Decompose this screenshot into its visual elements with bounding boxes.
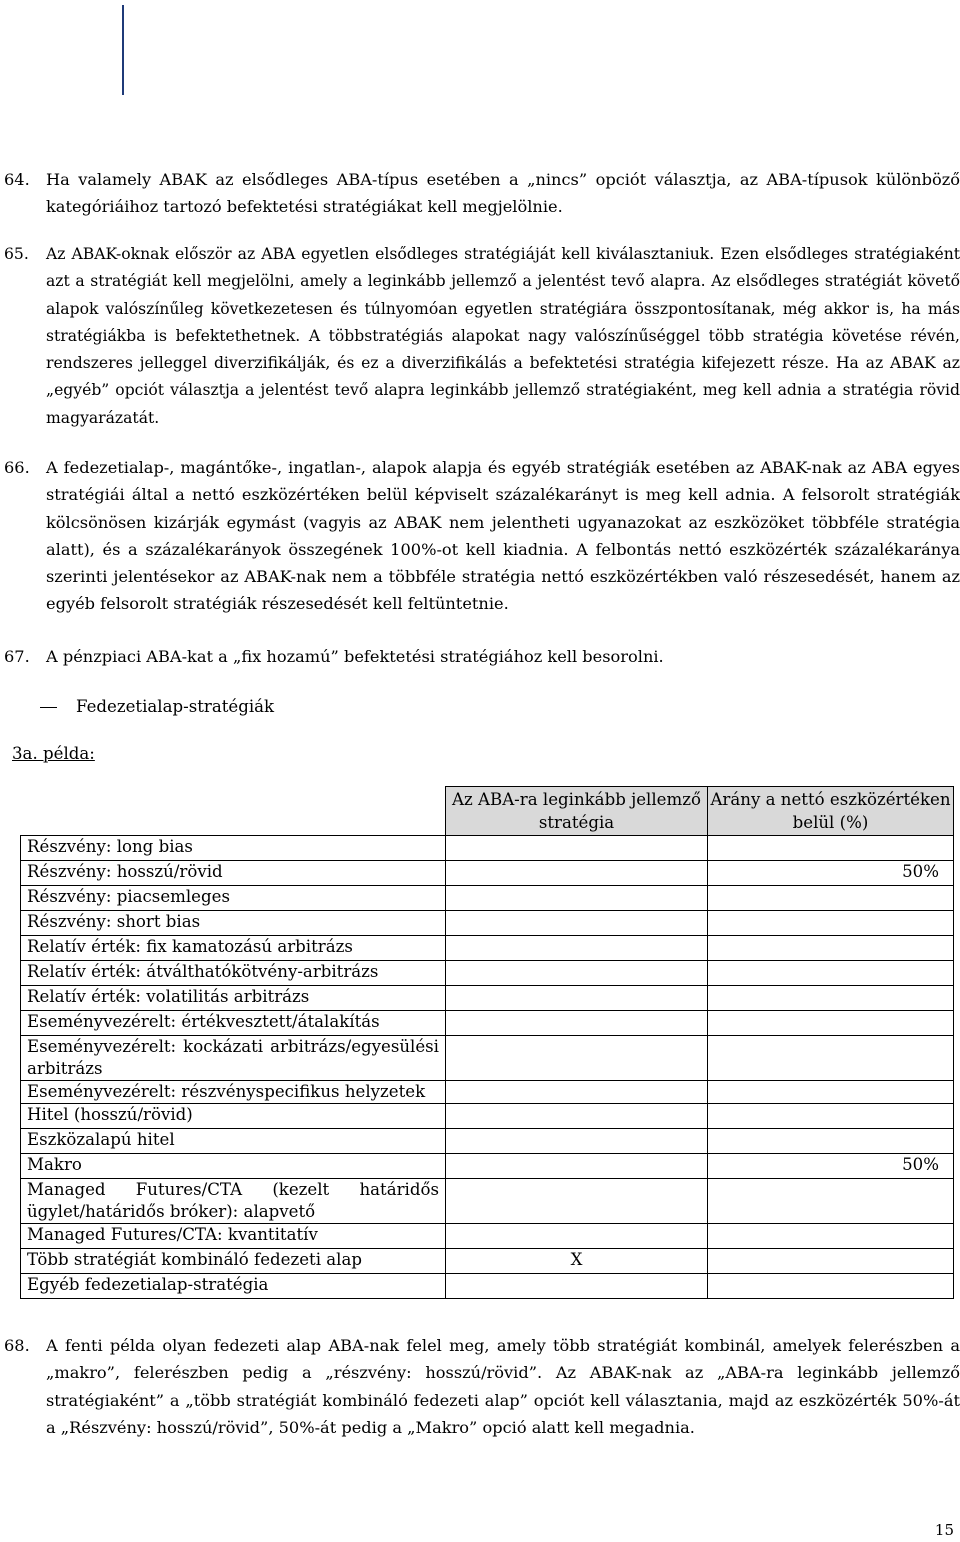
strategy-label: Részvény: short bias	[21, 911, 446, 936]
table-row	[21, 1154, 954, 1179]
strategy-label: Eszközalapú hitel	[21, 1129, 446, 1154]
table-row	[21, 1081, 954, 1104]
header-main-strategy: Az ABA-ra leginkább jellemző stratégia	[446, 787, 708, 836]
nav-percentage	[708, 1224, 954, 1249]
strategy-label: Makro	[21, 1154, 446, 1179]
paragraph-number: 66.	[4, 458, 30, 477]
main-strategy-mark	[446, 1224, 708, 1249]
main-strategy-mark	[446, 1036, 708, 1081]
nav-percentage	[708, 961, 954, 986]
strategy-label: Relatív érték: volatilitás arbitrázs	[21, 986, 446, 1011]
paragraph-number: 67.	[4, 647, 30, 666]
main-strategy-mark	[446, 1129, 708, 1154]
main-strategy-mark	[446, 886, 708, 911]
main-strategy-mark	[446, 1011, 708, 1036]
main-strategy-mark	[446, 1179, 708, 1224]
strategy-label: Managed Futures/CTA: kvantitatív	[21, 1224, 446, 1249]
nav-percentage	[708, 1081, 954, 1104]
nav-percentage	[708, 911, 954, 936]
strategy-table-body	[21, 836, 954, 1299]
paragraph-68	[0, 1332, 960, 1441]
strategy-label: Eseményvezérelt: értékvesztett/átalakítás	[21, 1011, 446, 1036]
paragraph-64	[0, 166, 960, 221]
nav-percentage	[708, 1104, 954, 1129]
main-strategy-mark: X	[446, 1249, 708, 1274]
strategy-label: Egyéb fedezetialap-stratégia	[21, 1274, 446, 1299]
nav-percentage	[708, 836, 954, 861]
dash-icon	[40, 707, 57, 708]
table-row	[21, 1249, 954, 1274]
table-header-row	[21, 787, 954, 836]
strategy-label: Részvény: long bias	[21, 836, 446, 861]
nav-percentage	[708, 886, 954, 911]
paragraph-text: Ha valamely ABAK az elsődleges ABA-típus esetében a „nincs” opciót választja, az ABA-típusok különböző kategóriáihoz tartozó befektetési stratégiákat kell megjelölnie.	[46, 170, 960, 217]
main-strategy-mark	[446, 861, 708, 886]
main-strategy-mark	[446, 961, 708, 986]
nav-percentage	[708, 1036, 954, 1081]
paragraph-text: Az ABAK-oknak először az ABA egyetlen elsődleges stratégiáját kell kiválasztaniuk. Ezen elsődleges stratégiaként azt a stratégiát kell megjelölni, amely a leginkább jellemző a jelentést tevő alapra. Az elsődleges stratégiát követő alapok valószínűleg következetesen és túlnyomóan egyetlen stratégiára összpontosítanak, még akkor is, ha más stratégiákba is befektethetnek. A többstratégiás alapokat nagy valószínűséggel több stratégia követése révén, rendszeres jelleggel diverzifikálják, és ez a diverzifikálás a befektetési stratégia kifejezett része. Ha az ABAK az „egyéb” opciót választja a jelentést tevő alapra leginkább jellemző stratégiaként, meg kell adnia a stratégia rövid magyarázatát.	[46, 245, 960, 427]
nav-percentage	[708, 1129, 954, 1154]
table-row	[21, 936, 954, 961]
table-row	[21, 986, 954, 1011]
nav-percentage	[708, 986, 954, 1011]
table-row	[21, 1224, 954, 1249]
table-row	[21, 1011, 954, 1036]
table-row	[21, 861, 954, 886]
table-row	[21, 1274, 954, 1299]
nav-percentage	[708, 1274, 954, 1299]
strategy-label: Több stratégiát kombináló fedezeti alap	[21, 1249, 446, 1274]
table-header-blank	[21, 787, 446, 836]
bullet-heading-text: Fedezetialap-stratégiák	[76, 697, 275, 716]
table-row	[21, 836, 954, 861]
table-row	[21, 1129, 954, 1154]
main-strategy-mark	[446, 936, 708, 961]
strategy-label: Relatív érték: átválthatókötvény-arbitrázs	[21, 961, 446, 986]
nav-percentage: 50%	[708, 861, 954, 886]
main-strategy-mark	[446, 836, 708, 861]
page-number: 15	[934, 1521, 954, 1539]
strategy-table	[20, 786, 954, 1299]
nav-percentage: 50%	[708, 1154, 954, 1179]
main-strategy-mark	[446, 911, 708, 936]
nav-percentage	[708, 936, 954, 961]
nav-percentage	[708, 1179, 954, 1224]
header-nav-percentage: Arány a nettó eszközértéken belül (%)	[708, 787, 954, 836]
main-strategy-mark	[446, 1104, 708, 1129]
table-row	[21, 886, 954, 911]
paragraph-text: A fenti példa olyan fedezeti alap ABA-nak felel meg, amely több stratégiát kombinál, amelyek felerészben a „makro”, felerészben pedig a „részvény: hosszú/rövid”. Az ABAK-nak az „ABA-ra leginkább jellemző stratégiaként” a „több stratégiát kombináló fedezeti alap” opciót kell választania, majd az eszközérték 50%-át a „Részvény: hosszú/rövid”, 50%-át pedig a „Makro” opció alatt kell megadnia.	[46, 1336, 960, 1437]
strategy-label: Managed Futures/CTA (kezelt határidős ügylet/határidős bróker): alapvető	[21, 1179, 446, 1224]
strategy-label: Eseményvezérelt: kockázati arbitrázs/egyesülési arbitrázs	[21, 1036, 446, 1081]
main-strategy-mark	[446, 1274, 708, 1299]
paragraph-66	[0, 454, 960, 618]
paragraph-65	[0, 241, 960, 432]
nav-percentage	[708, 1011, 954, 1036]
paragraph-number: 64.	[4, 170, 30, 189]
main-strategy-mark	[446, 986, 708, 1011]
table-row	[21, 1036, 954, 1081]
main-strategy-mark	[446, 1081, 708, 1104]
strategy-label: Hitel (hosszú/rövid)	[21, 1104, 446, 1129]
paragraph-number: 65.	[4, 245, 29, 263]
main-strategy-mark	[446, 1154, 708, 1179]
header-rule	[122, 5, 124, 95]
table-row	[21, 1104, 954, 1129]
paragraph-number: 68.	[4, 1336, 30, 1355]
paragraph-67	[0, 643, 960, 670]
strategy-label: Relatív érték: fix kamatozású arbitrázs	[21, 936, 446, 961]
table-row	[21, 961, 954, 986]
nav-percentage	[708, 1249, 954, 1274]
strategy-label: Részvény: piacsemleges	[21, 886, 446, 911]
bullet-heading	[40, 694, 274, 720]
strategy-label: Eseményvezérelt: részvényspecifikus helyzetek	[21, 1081, 446, 1104]
paragraph-text: A pénzpiaci ABA-kat a „fix hozamú” befektetési stratégiához kell besorolni.	[46, 647, 664, 666]
table-row	[21, 911, 954, 936]
example-label: 3a. példa:	[12, 744, 95, 763]
table-row	[21, 1179, 954, 1224]
paragraph-text: A fedezetialap-, magántőke-, ingatlan-, alapok alapja és egyéb stratégiák esetében az ABAK-nak az ABA egyes stratégiái által a nettó eszközértéken belül képviselt százalékarányt is meg kell adnia. A felsorolt stratégiák kölcsönösen kizárják egymást (vagyis az ABAK nem jelentheti ugyanazokat az eszközöket többféle stratégia alatt), és a százalékarányok összegének 100%-ot kell kiadnia. A felbontás nettó eszközérték százalékaránya szerinti jelentésekor az ABAK-nak nem a többféle stratégia nettó eszközértékben való részesedését, hanem az egyéb felsorolt stratégiák részesedését kell feltüntetnie.	[46, 458, 960, 614]
strategy-label: Részvény: hosszú/rövid	[21, 861, 446, 886]
